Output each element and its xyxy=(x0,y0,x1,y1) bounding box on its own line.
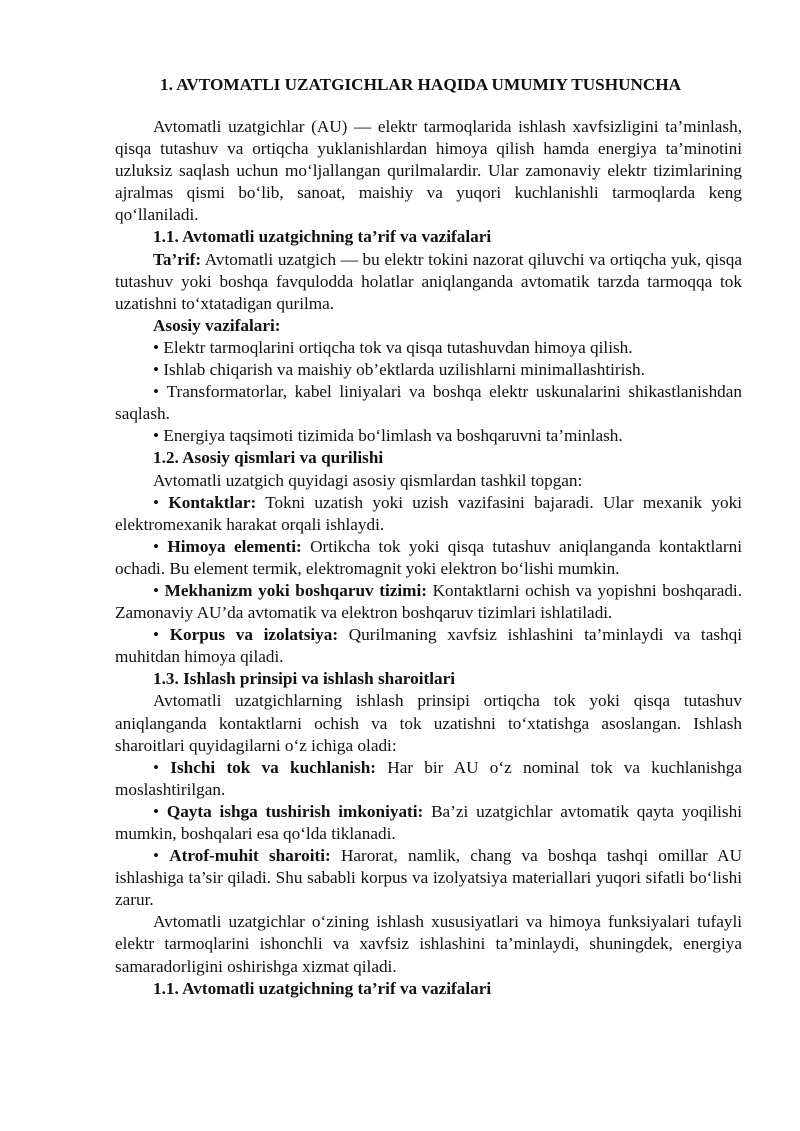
condition-label: Qayta ishga tushirish imkoniyati: xyxy=(166,801,424,821)
document-title: 1. AVTOMATLI UZATGICHLAR HAQIDA UMUMIY TUSHUNCHA xyxy=(160,75,682,94)
component-label: Himoya elementi: xyxy=(167,536,302,556)
condition-item xyxy=(115,845,742,911)
definition-text: Avtomatli uzatgich — bu elektr tokini nazorat qiluvchi va ortiqcha yuk, qisqa tutashuv yoki boshqa favqulodda holatlar aniqlanganda avtomatik tarzda tarmoqqa tok uzatishni to‘xtatadigan qurilma. xyxy=(115,249,742,313)
task-item: • Ishlab chiqarish va maishiy ob’ektlarda uzilishlarni minimallashtirish. xyxy=(115,359,742,381)
condition-text: Harorat, namlik, chang va boshqa tashqi omillar AU ishlashiga ta’sir qiladi. Shu sababli korpus va izolyatsiya materiallari yuqori sifatli bo‘lishi zarur. xyxy=(115,846,742,910)
definition-label: Ta’rif: xyxy=(153,249,202,269)
condition-text: Har bir AU o‘z nominal tok va kuchlanishga moslashtirilgan. xyxy=(115,757,742,799)
task-item: • Elektr tarmoqlarini ortiqcha tok va qisqa tutashuvdan himoya qilish. xyxy=(115,337,742,359)
intro-paragraph: Avtomatli uzatgichlar (AU) — elektr tarmoqlarida ishlash xavfsizligini ta’minlash, qisqa tutashuv va ortiqcha yuklanishlardan himoya qilish hamda energiya ta’minotini uzluksiz saqlash uchun mo‘ljallangan qurilmalardir. Ular zamonaviy elektr tizimlarining ajralmas qismi bo‘lib, sanoat, maishiy va yuqori kuchlanishli tarmoqlarda keng qo‘llaniladi. xyxy=(115,117,742,225)
component-text: Qurilmaning xavfsiz ishlashini ta’minlaydi va tashqi muhitdan himoya qiladi. xyxy=(115,625,742,667)
section-1-3-intro: Avtomatli uzatgichlarning ishlash prinsipi ortiqcha tok yoki qisqa tutashuv aniqlanganda kontaktlarni ochish va tok uzatishni to‘xtatishga asoslangan. Ishlash sharoitlari quyidagilarni o‘z ichiga oladi: xyxy=(115,691,742,755)
section-1-3-heading: 1.3. Ishlash prinsipi va ishlash sharoitlari xyxy=(153,669,455,689)
definition-paragraph xyxy=(115,249,742,315)
condition-item xyxy=(115,801,742,845)
section-1-1-heading: 1.1. Avtomatli uzatgichning ta’rif va vazifalari xyxy=(153,227,492,247)
component-text: Kontaktlarni ochish va yopishni boshqaradi. Zamonaviy AU’da avtomatik va elektron boshqaruv tizimlari ishlatiladi. xyxy=(115,580,742,623)
component-label: Mekhanizm yoki boshqaruv tizimi: xyxy=(164,580,427,600)
task-item: • Energiya taqsimoti tizimida bo‘limlash va boshqaruvni ta’minlash. xyxy=(115,425,742,447)
footer-section-heading: 1.1. Avtomatli uzatgichning ta’rif va vazifalari xyxy=(153,978,492,998)
conclusion-paragraph: Avtomatli uzatgichlar o‘zining ishlash xususiyatlari va himoya funksiyalari tufayli elektr tarmoqlarini ishonchli va xavfsiz ishlashini ta’minlaydi, shuningdek, energiya samaradorligini oshirishga xizmat qiladi. xyxy=(115,912,742,976)
condition-label: Atrof-muhit sharoiti: xyxy=(169,846,331,866)
section-1-2-intro: Avtomatli uzatgich quyidagi asosiy qismlardan tashkil topgan: xyxy=(153,470,583,490)
component-text: Tokni uzatish yoki uzish vazifasini bajaradi. Ular mexanik yoki elektromexanik harakat orqali ishlaydi. xyxy=(115,492,742,534)
component-text: Ortikcha tok yoki qisqa tutashuv aniqlanganda kontaktlarni ochadi. Bu element termik, elektromagnit yoki elektron bo‘lishi mumkin. xyxy=(115,536,742,578)
component-label: Kontaktlar: xyxy=(168,492,257,512)
component-item xyxy=(115,536,742,580)
condition-text: Ba’zi uzatgichlar avtomatik qayta yoqilishi mumkin, boshqalari esa qo‘lda tiklanadi. xyxy=(115,801,742,843)
tasks-label: Asosiy vazifalari: xyxy=(153,315,281,335)
component-item xyxy=(115,492,742,536)
component-item xyxy=(115,624,742,668)
component-label: Korpus va izolatsiya: xyxy=(169,625,339,645)
section-1-2-heading: 1.2. Asosiy qismlari va qurilishi xyxy=(153,448,384,468)
component-item xyxy=(115,580,742,624)
task-item: • Transformatorlar, kabel liniyalari va boshqa elektr uskunalarini shikastlanishdan saqlash. xyxy=(115,381,742,425)
condition-item xyxy=(115,757,742,801)
condition-label: Ishchi tok va kuchlanish: xyxy=(170,757,377,777)
